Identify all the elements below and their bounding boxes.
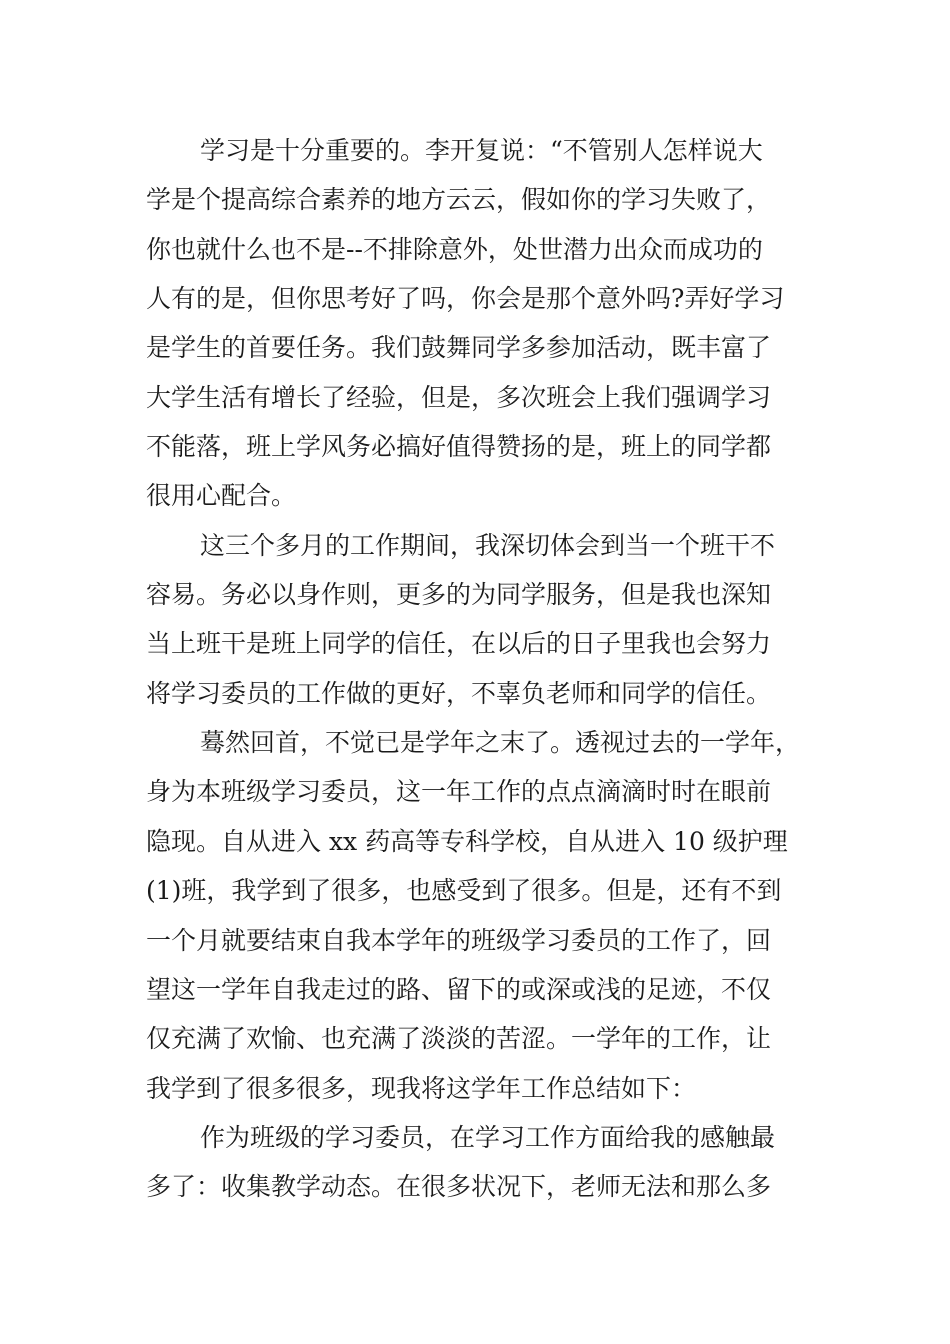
text-line: (1)班，我学到了很多，也感受到了很多。但是，还有不到 — [146, 876, 782, 906]
text-line: 很用心配合。 — [146, 481, 297, 511]
text-line: 望这一学年自我走过的路、留下的或深或浅的足迹，不仅 — [146, 974, 772, 1004]
text-line: 仅充满了欢愉、也充满了淡淡的苦涩。一学年的工作，让 — [146, 1024, 772, 1054]
text-line: 大学生活有增长了经验，但是，多次班会上我们强调学习 — [146, 382, 772, 412]
text-line: 你也就什么也不是--不排除意外，处世潜力出众而成功的 — [146, 234, 763, 264]
document-body — [146, 126, 826, 1212]
text-line: 身为本班级学习委员，这一年工作的点点滴滴时时在眼前 — [146, 777, 772, 807]
text-line: 学习是十分重要的。李开复说：“不管别人怎样说大 — [200, 136, 763, 165]
text-line: 这三个多月的工作期间，我深切体会到当一个班干不 — [200, 530, 776, 560]
text-line: 当上班干是班上同学的信任，在以后的日子里我也会努力 — [146, 629, 772, 659]
text-line: 容易。务必以身作则，更多的为同学服务，但是我也深知 — [146, 580, 772, 610]
paragraph-1 — [146, 126, 826, 521]
paragraph-3 — [146, 718, 826, 1113]
text-line: 一个月就要结束自我本学年的班级学习委员的工作了，回 — [146, 925, 772, 955]
text-line: 蓦然回首，不觉已是学年之末了。透视过去的一学年， — [200, 728, 801, 758]
text-line: 是学生的首要任务。我们鼓舞同学多参加活动，既丰富了 — [146, 333, 772, 363]
text-line: 我学到了很多很多，现我将这学年工作总结如下： — [146, 1073, 697, 1103]
text-line: 将学习委员的工作做的更好，不辜负老师和同学的信任。 — [146, 678, 772, 708]
paragraph-2 — [146, 521, 826, 718]
text-line: 不能落，班上学风务必搞好值得赞扬的是，班上的同学都 — [146, 432, 772, 462]
text-line: 多了：收集教学动态。在很多状况下，老师无法和那么多 — [146, 1172, 772, 1202]
text-line: 隐现。自从进入 xx 药高等专科学校，自从进入 10 级护理 — [146, 826, 788, 856]
text-line: 学是个提高综合素养的地方云云，假如你的学习失败了， — [146, 185, 772, 215]
text-line: 人有的是，但你思考好了吗，你会是那个意外吗?弄好学习 — [146, 284, 785, 314]
paragraph-4 — [146, 1113, 826, 1212]
text-line: 作为班级的学习委员，在学习工作方面给我的感触最 — [200, 1122, 776, 1152]
